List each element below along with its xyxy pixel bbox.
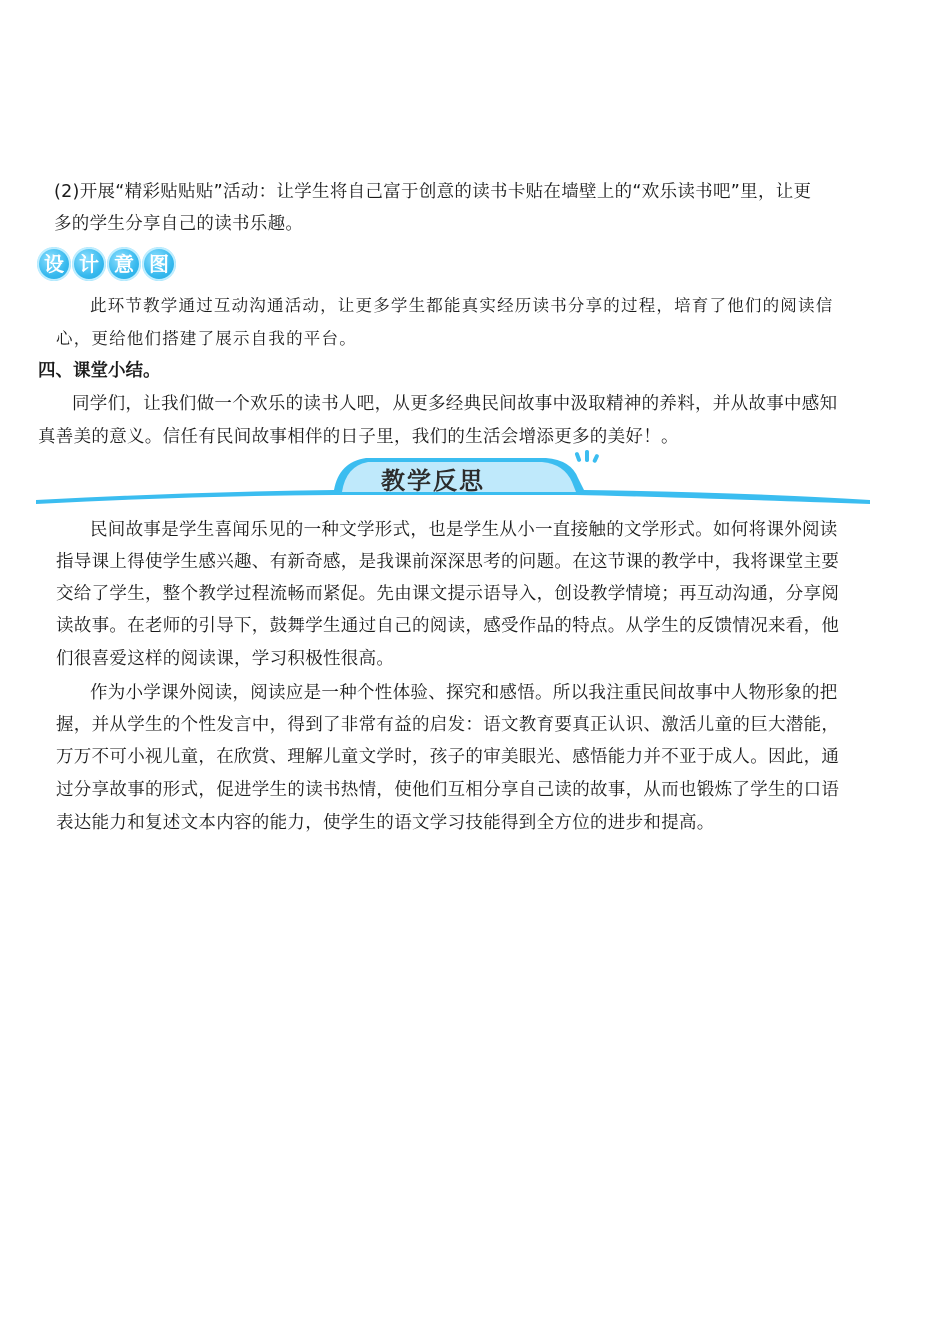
summary-line-2: 真善美的意义。信任有民间故事相伴的日子里，我们的生活会增添更多的美好！。: [38, 427, 679, 447]
design-intent-line-2: 心，更给他们搭建了展示自我的平台。: [56, 329, 357, 348]
summary-line-1: 同学们，让我们做一个欢乐的读书人吧，从更多经典民间故事中汲取精神的养料，并从故事中感知: [72, 394, 838, 414]
reflection-p1-line-1: 民间故事是学生喜闻乐见的一种文学形式，也是学生从小一直接触的文学形式。如何将课外阅读: [90, 520, 838, 540]
activity-line-1: (2)开展“精彩贴贴贴”活动：让学生将自己富于创意的读书卡贴在墙壁上的“欢乐读书吧”里，让更: [54, 182, 812, 202]
reflection-p2-line-4: 过分享故事的形式，促进学生的读书热情，使他们互相分享自己读的故事，从而也锻炼了学生的口语: [56, 780, 840, 800]
reflection-p2-line-5: 表达能力和复述文本内容的能力，使学生的语文学习技能得到全方位的进步和提高。: [56, 813, 715, 833]
summary-heading: 四、课堂小结。: [38, 361, 161, 381]
reflection-banner: [36, 448, 870, 508]
badge-char: 图: [142, 247, 176, 281]
badge-char: 意: [107, 247, 141, 281]
reflection-p1-line-4: 读故事。在老师的引导下，鼓舞学生通过自己的阅读，感受作品的特点。从学生的反馈情况来看，他: [56, 616, 840, 636]
reflection-p2-line-2: 握，并从学生的个性发言中，得到了非常有益的启发：语文教育要真正认识、激活儿童的巨大潜能，: [56, 715, 840, 735]
reflection-p1-line-3: 交给了学生，整个教学过程流畅而紧促。先由课文提示语导入，创设教学情境；再互动沟通，分享阅: [56, 584, 840, 604]
badge-char: 计: [72, 247, 106, 281]
activity-line-2: 多的学生分享自己的读书乐趣。: [54, 214, 304, 234]
reflection-p2-line-3: 万万不可小视儿童，在欣赏、理解儿童文学时，孩子的审美眼光、感悟能力并不亚于成人。因此，通: [56, 747, 840, 767]
reflection-p2-line-1: 作为小学课外阅读，阅读应是一种个性体验、探究和感悟。所以我注重民间故事中人物形象的把: [90, 683, 838, 703]
badge-char: 设: [37, 247, 71, 281]
reflection-title: 教学反思: [381, 467, 485, 495]
reflection-p1-line-5: 们很喜爱这样的阅读课，学习积极性很高。: [56, 649, 395, 669]
design-intent-line-1: 此环节教学通过互动沟通活动，让更多学生都能真实经历读书分享的过程，培育了他们的阅读信: [90, 296, 834, 315]
reflection-p1-line-2: 指导课上得使学生感兴趣、有新奇感，是我课前深深思考的问题。在这节课的教学中，我将课堂主要: [56, 552, 840, 572]
design-intent-badge: [37, 247, 177, 281]
